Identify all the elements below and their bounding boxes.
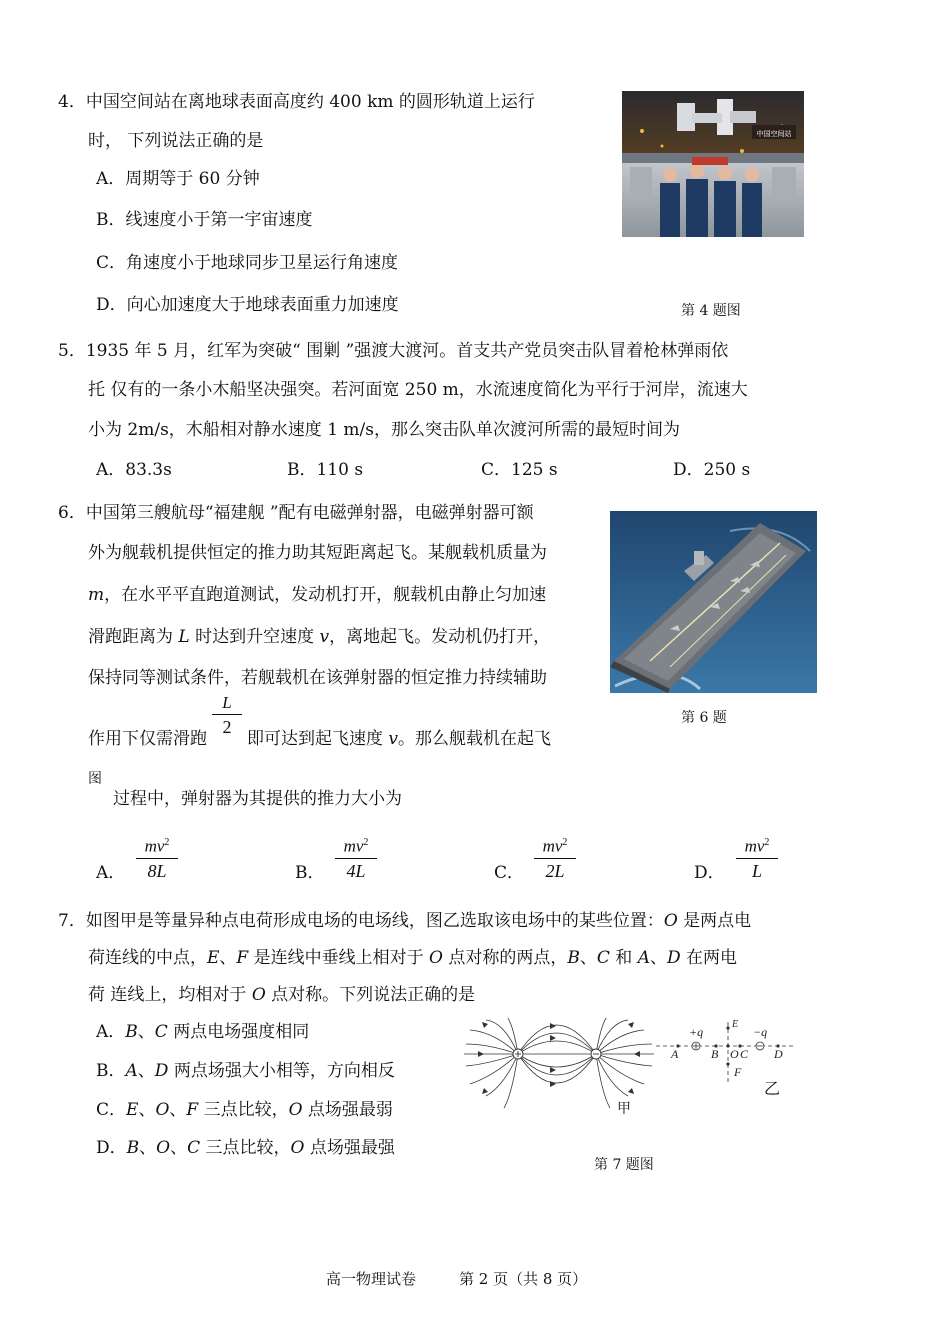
q4-option-a: A．周期等于 60 分钟 [96,169,260,189]
denominator: 8L [147,860,167,881]
denominator: 2L [545,860,565,881]
text: 、 [219,948,237,968]
symbol-o: O [251,985,266,1005]
q4-option-b: B．线速度小于第一宇宙速度 [96,210,313,230]
q6-option-c-label: C． [494,863,525,883]
q6-stem-line6a: 作用下仅需滑跑 [88,729,207,749]
q4-stem-line2: 时， 下列说法正确的是 [88,131,264,151]
text: 、 [579,948,597,968]
q5-stem-line3: 小为 2m/s，木船相对静水速度 1 m/s，那么突击队单次渡河所需的最短时间为 [88,420,680,440]
q6-caption-tail: 图 [88,771,102,787]
q6-line6-text-b: 即可达到起飞速度 [247,729,389,749]
aircraft-carrier-photo [610,511,817,693]
label-c: C [740,1047,749,1061]
exponent: 2 [764,837,770,848]
q5-option-b: B．110 s [287,460,364,480]
label-plus-q: +q [689,1025,704,1039]
q6-option-b-label: B． [295,863,325,883]
label-minus-q: −q [753,1025,768,1039]
symbol-o: O [429,948,443,968]
q6-stem-line1: 6．中国第三艘航母“福建舰 ”配有电磁弹射器，电磁弹射器可额 [58,503,534,523]
fraction-numerator: L [212,692,242,715]
q7-option-a: A．B、C 两点电场强度相同 [96,1022,310,1042]
text: 和 [609,948,638,968]
q7-option-c: C．E、O、F 三点比较，O 点场强最弱 [96,1100,393,1120]
q6-stem-line5: 保持同等测试条件，若舰载机在该弹射器的恒定推力持续辅助 [88,668,547,688]
figure-yi-label: 乙 [764,1079,781,1098]
space-station-photo [622,91,804,237]
q6-line4-text-c: 时达到升空速度 [189,627,320,647]
q5-option-d: D．250 s [673,460,751,480]
text: 在两电 [680,948,738,968]
text: 点对称的两点， [442,948,568,968]
q7-caption: 第 7 题图 [594,1157,654,1173]
q4-stem-line1: 4．中国空间站在离地球表面高度约 400 km 的圆形轨道上运行 [58,92,535,112]
q6-stem-line7: 过程中，弹射器为其提供的推力大小为 [113,789,402,809]
q7-stem-line2 [88,948,737,968]
numerator: mv [744,836,765,856]
q5-option-a: A．83.3s [96,460,172,480]
footer-subject: 高一物理试卷 [326,1270,417,1288]
exponent: 2 [363,837,369,848]
q4-caption: 第 4 题图 [681,303,741,319]
q6-line4-text-a: 滑跑距离为 [88,627,179,647]
symbol-o: O [663,911,678,931]
q4-option-d: D．向心加速度大于地球表面重力加速度 [96,295,399,315]
numerator: mv [144,836,165,856]
exponent: 2 [562,837,568,848]
q5-stem-line2: 托 仅有的一条小木船坚决强突。若河面宽 250 m，水流速度简化为平行于河岸，流速大 [88,380,748,400]
q6-stem-line4 [88,627,550,647]
q7-stem-line1 [58,911,751,931]
space-station-badge: 中国空间站 [756,130,792,138]
denominator: 4L [346,860,366,881]
symbol-f: F [236,948,249,968]
numerator: mv [542,836,563,856]
fraction-denominator: 2 [222,717,232,737]
q6-line6-text-d: 。那么舰载机在起飞 [398,729,552,749]
fraction-l-over-2 [212,692,242,739]
symbol-c: C [596,948,610,968]
q6-option-b-fraction [335,832,377,883]
q6-option-d-fraction [736,832,778,883]
numerator: mv [343,836,364,856]
q6-option-d-label: D． [694,863,725,883]
q7-option-b: B．A、D 两点场强大小相等，方向相反 [96,1061,395,1081]
exponent: 2 [164,837,170,848]
q6-line4-text-e: ，离地起飞。发动机仍打开， [329,627,551,647]
q6-caption: 第 6 题 [681,710,727,726]
text: 是两点电 [677,911,752,931]
symbol-m: m [88,585,105,605]
symbol-l: L [178,627,190,647]
q7-option-d: D．B、O、C 三点比较，O 点场强最强 [96,1138,395,1158]
denominator: L [751,860,762,881]
text: 是连线中垂线上相对于 [248,948,430,968]
q6-line3-text: ，在水平平直跑道测试，发动机打开，舰载机由静止匀加速 [104,585,547,605]
q6-option-a-label: A． [96,863,126,883]
label-f: F [734,1065,742,1079]
symbol-v: v [319,627,330,647]
q6-stem-line2: 外为舰载机提供恒定的推力助其短距离起飞。某舰载机质量为 [88,543,547,563]
footer-page-number: 第 2 页（共 8 页） [459,1270,588,1288]
text: 荷 连线上，均相对于 [88,985,252,1005]
label-d: D [774,1047,783,1061]
q7-stem-line3 [88,985,475,1005]
symbol-a: A [637,948,650,968]
q5-option-c: C．125 s [481,460,558,480]
label-b: B [711,1047,719,1061]
symbol-v: v [388,729,399,749]
q5-stem-line1: 5．1935 年 5 月，红军为突破“ 围剿 ”强渡大渡河。首支共产党员突击队冒着枪林弹雨依 [58,341,729,361]
q6-option-a-fraction [136,832,178,883]
label-a: A [671,1047,679,1061]
q6-stem-line3 [88,585,546,605]
symbol-b: B [567,948,580,968]
text: 、 [649,948,667,968]
label-o: O [730,1047,739,1061]
symbol-d: D [666,948,681,968]
q4-option-c: C．角速度小于地球同步卫星运行角速度 [96,253,399,273]
text: 荷连线的中点， [88,948,207,968]
q6-option-c-fraction [534,832,576,883]
symbol-e: E [207,948,220,968]
q6-stem-line6b [247,729,551,749]
label-e: E [732,1019,739,1030]
text: 点对称。下列说法正确的是 [265,985,476,1005]
figure-jia-label: 甲 [617,1101,631,1117]
text: 7．如图甲是等量异种点电荷形成电场的电场线，图乙选取该电场中的某些位置： [58,911,664,931]
